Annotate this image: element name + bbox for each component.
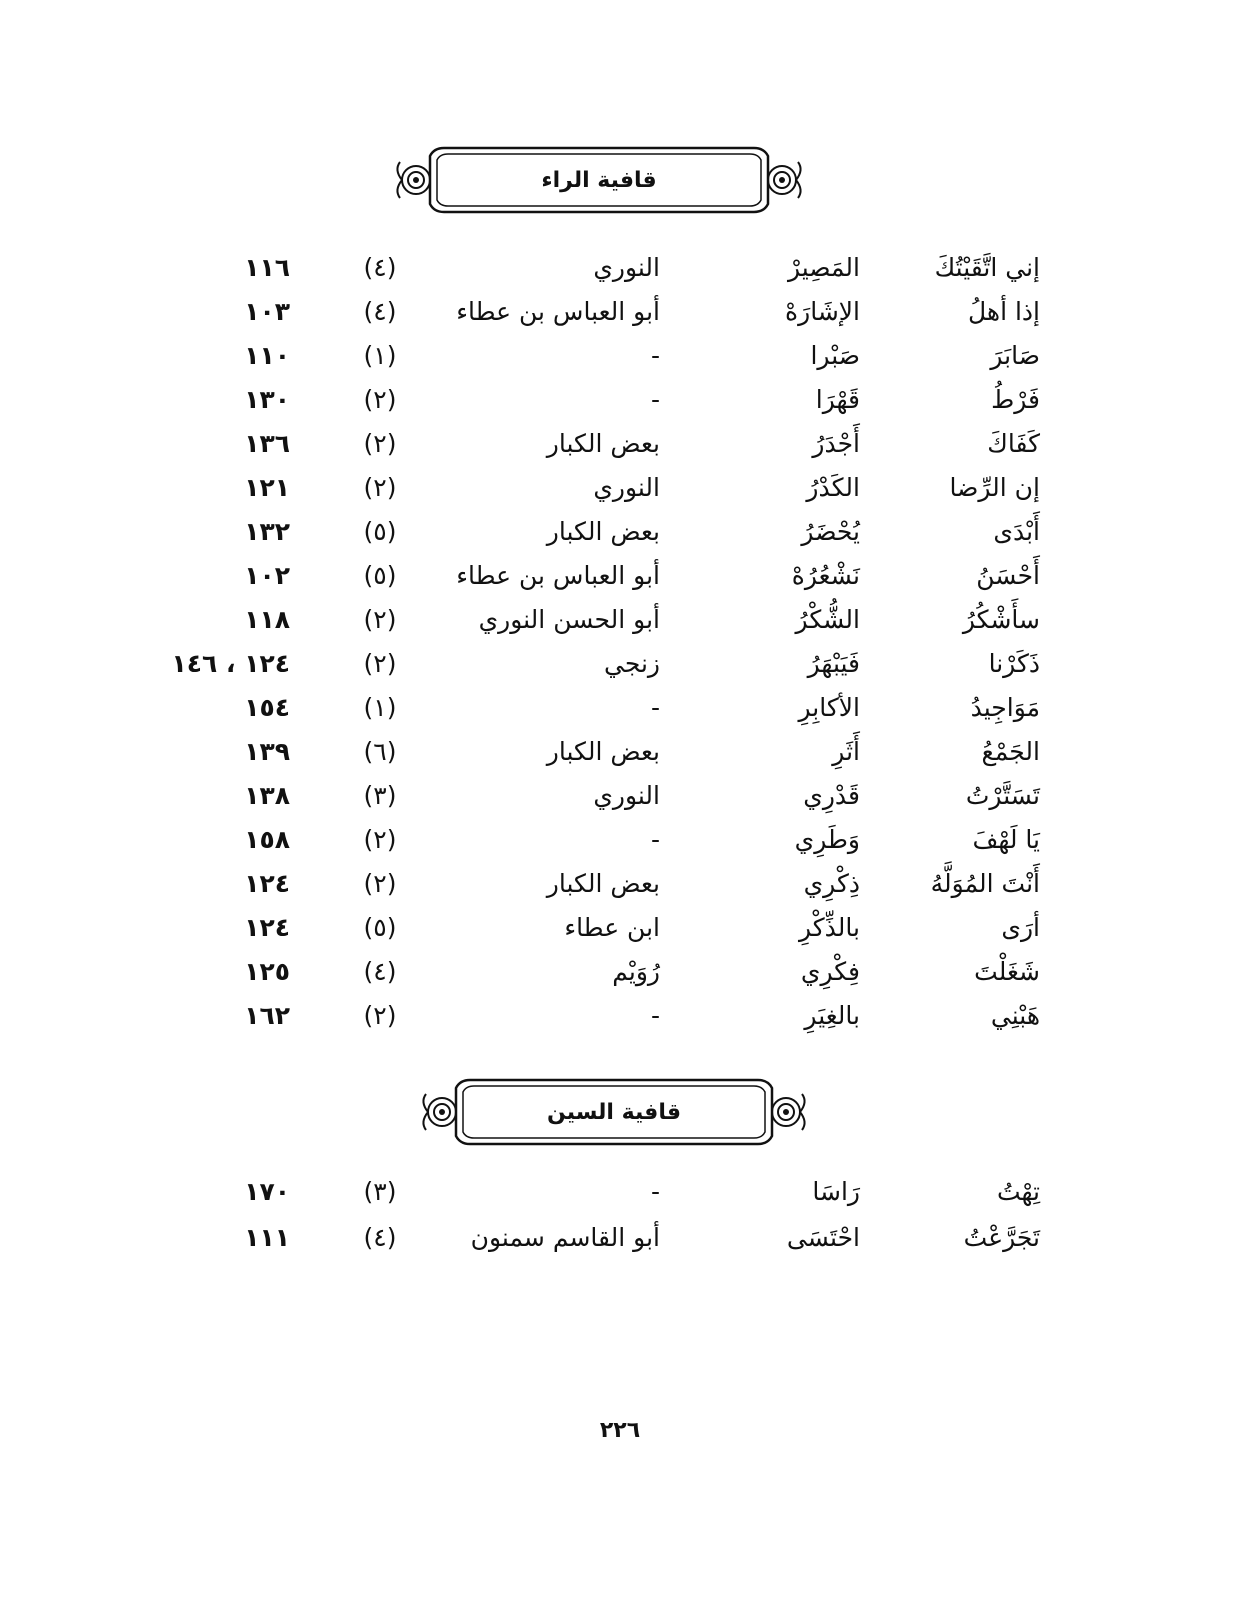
rhyme-word: وَطَرِي <box>794 825 860 854</box>
page-reference: ١٥٤ <box>244 693 290 722</box>
first-words: إن الرِّضا <box>949 473 1040 502</box>
verse-count: (٢) <box>363 385 397 414</box>
table-row <box>0 730 1240 774</box>
first-words: أرَى <box>1001 913 1040 942</box>
page-reference: ١٣٠ <box>244 385 290 414</box>
page-number: ٢٢٦ <box>599 1418 641 1443</box>
poet-name: - <box>650 341 660 370</box>
verse-count: (٣) <box>363 781 397 810</box>
verse-count: (٥) <box>363 913 397 942</box>
first-words: شَغَلْتَ <box>974 957 1040 986</box>
verse-count: (٢) <box>363 649 397 678</box>
first-words: إني اتَّقَيْتُكَ <box>934 253 1040 282</box>
table-row <box>0 1170 1240 1214</box>
page-reference: ١٣٨ <box>244 781 290 810</box>
poet-name: النوري <box>593 253 660 282</box>
poet-name: بعض الكبار <box>546 429 660 458</box>
page-reference: ١٣٢ <box>244 517 290 546</box>
page-reference: ١٢١ <box>244 473 290 502</box>
table-row <box>0 950 1240 994</box>
first-words: تِهْتُ <box>996 1177 1040 1206</box>
rhyme-word: بالغِيَرِ <box>804 1001 860 1030</box>
poet-name: أبو العباس بن عطاء <box>456 297 660 326</box>
rhyme-word: نَشْعُرُهْ <box>791 561 860 590</box>
poet-name: رُوَيْم <box>612 957 660 986</box>
rhyme-word: رَاسَا <box>812 1177 860 1206</box>
table-row <box>0 466 1240 510</box>
page-reference: ١٧٠ <box>244 1177 290 1206</box>
first-words: ذَكَرْنا <box>988 649 1040 678</box>
page-reference: ١١٠ <box>244 341 290 370</box>
rhyme-word: صَبْرا <box>810 341 860 370</box>
first-words: سأَشْكُرُ <box>962 605 1040 634</box>
page-reference: ١٦٢ <box>244 1001 290 1030</box>
rhyme-word: الإشَارَهْ <box>785 297 860 326</box>
poet-name: - <box>650 1177 660 1206</box>
verse-count: (٥) <box>363 517 397 546</box>
rhyme-word: فَيَبْهَرُ <box>807 649 860 678</box>
poet-name: - <box>650 825 660 854</box>
poet-name: - <box>650 693 660 722</box>
first-words: أَبْدَى <box>993 517 1040 546</box>
table-row <box>0 862 1240 906</box>
page-reference: ١٢٤ <box>244 869 290 898</box>
table-row <box>0 290 1240 334</box>
section-title: قافية السين <box>546 1099 682 1125</box>
rhyme-word: قَهْرَا <box>815 385 860 414</box>
rhyme-word: فِكْرِي <box>800 957 860 986</box>
verse-count: (٢) <box>363 473 397 502</box>
poet-name: - <box>650 385 660 414</box>
poet-name: - <box>650 1001 660 1030</box>
page-reference: ١٣٦ <box>244 429 290 458</box>
verse-count: (٤) <box>363 297 397 326</box>
table-row <box>0 510 1240 554</box>
verse-count: (٣) <box>363 1177 397 1206</box>
first-words: أَنْتَ المُوَلَّهُ <box>930 869 1040 898</box>
table-row <box>0 1216 1240 1260</box>
rhyme-word: احْتَسَى <box>786 1223 860 1252</box>
poet-name: بعض الكبار <box>546 517 660 546</box>
table-row <box>0 818 1240 862</box>
poet-name: أبو القاسم سمنون <box>470 1223 660 1252</box>
table-row <box>0 334 1240 378</box>
page-reference: ١٠٢ <box>244 561 290 590</box>
verse-count: (٤) <box>363 957 397 986</box>
rhyme-word: أَجْدَرُ <box>812 429 860 458</box>
rhyme-word: بالذِّكْرِ <box>798 913 860 942</box>
page-reference: ١٢٥ <box>244 957 290 986</box>
page-reference: ١٣٩ <box>244 737 290 766</box>
first-words: هَبْنِي <box>990 1001 1040 1030</box>
verse-count: (٤) <box>363 1223 397 1252</box>
table-row <box>0 598 1240 642</box>
first-words: أَحْسَنُ <box>976 561 1040 590</box>
verse-count: (٢) <box>363 429 397 458</box>
rhyme-word: الشُّكْرُ <box>795 605 860 634</box>
first-words: تَسَتَّرْتُ <box>965 781 1040 810</box>
rhyme-word: المَصِيرْ <box>787 253 860 282</box>
poet-name: زنجي <box>603 649 660 678</box>
first-words: كَفَاكَ <box>987 429 1040 458</box>
poet-name: النوري <box>593 473 660 502</box>
first-words: صَابَرَ <box>990 341 1040 370</box>
verse-count: (٢) <box>363 869 397 898</box>
poet-name: النوري <box>593 781 660 810</box>
first-words: إذا أهلُ <box>967 297 1040 326</box>
page-reference: ١٢٤ <box>244 913 290 942</box>
table-row <box>0 246 1240 290</box>
section-banner-sin <box>418 1072 810 1152</box>
verse-count: (١) <box>363 341 397 370</box>
table-row <box>0 422 1240 466</box>
verse-count: (٢) <box>363 605 397 634</box>
rhyme-word: الأكابِرِ <box>798 693 860 722</box>
poet-name: أبو الحسن النوري <box>478 605 660 634</box>
table-row <box>0 686 1240 730</box>
page-reference: ١١١ <box>244 1223 290 1252</box>
first-words: فَرْطُ <box>991 385 1040 414</box>
rhyme-word: أَثَرِ <box>832 737 860 766</box>
poet-name: بعض الكبار <box>546 737 660 766</box>
table-row <box>0 906 1240 950</box>
verse-count: (٥) <box>363 561 397 590</box>
poet-name: أبو العباس بن عطاء <box>456 561 660 590</box>
table-row <box>0 642 1240 686</box>
poet-name: بعض الكبار <box>546 869 660 898</box>
verse-count: (٤) <box>363 253 397 282</box>
verse-count: (٢) <box>363 825 397 854</box>
section-banner-ra <box>392 140 806 220</box>
rhyme-word: يُحْضَرُ <box>801 517 860 546</box>
verse-count: (٢) <box>363 1001 397 1030</box>
first-words: الجَمْعُ <box>981 737 1040 766</box>
rhyme-word: ذِكْرِي <box>803 869 860 898</box>
first-words: يَا لَهْفَ <box>972 825 1040 854</box>
page-reference: ١٢٤ ، ١٤٦ <box>171 649 290 678</box>
verse-count: (٦) <box>363 737 397 766</box>
page-reference: ١٠٣ <box>244 297 290 326</box>
poet-name: ابن عطاء <box>564 913 660 942</box>
table-row <box>0 554 1240 598</box>
verse-count: (١) <box>363 693 397 722</box>
table-row <box>0 378 1240 422</box>
rhyme-word: الكَدْرُ <box>806 473 860 502</box>
first-words: مَوَاجِيدُ <box>970 693 1040 722</box>
page-reference: ١١٨ <box>244 605 290 634</box>
table-row <box>0 994 1240 1038</box>
section-title: قافية الراء <box>541 167 657 193</box>
page-reference: ١١٦ <box>244 253 290 282</box>
table-row <box>0 774 1240 818</box>
first-words: تَجَرَّعْتُ <box>963 1223 1040 1252</box>
page-reference: ١٥٨ <box>244 825 290 854</box>
rhyme-word: قَدْرِي <box>803 781 860 810</box>
